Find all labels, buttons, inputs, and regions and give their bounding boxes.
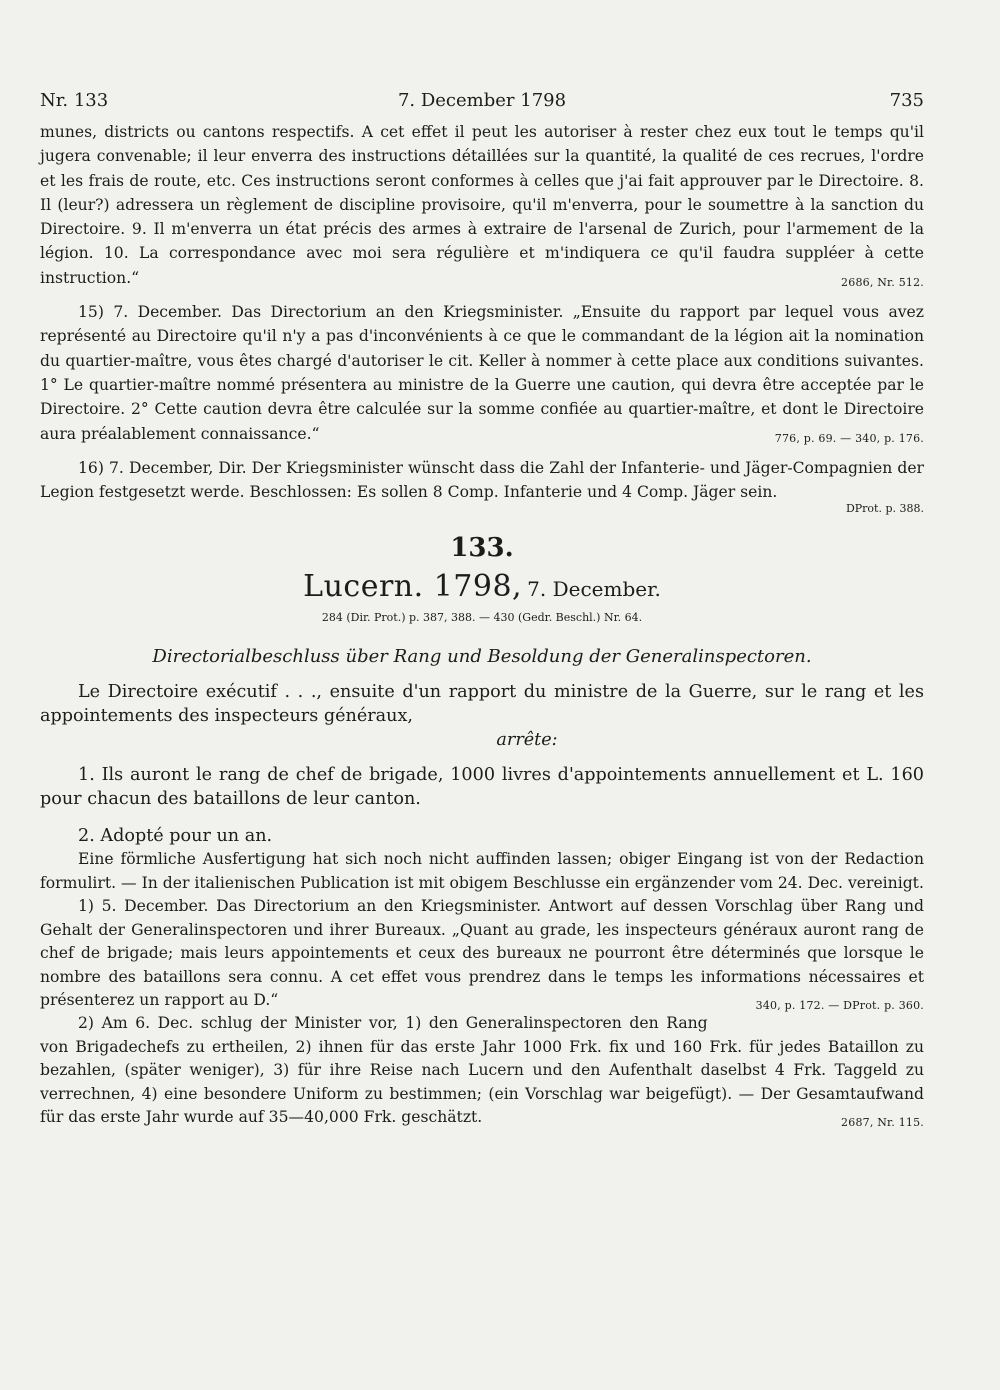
note-text: 16) 7. December, Dir. Der Kriegsminister wünscht dass die Zahl der Infanterie- und Jäger-Compagnien der Legion festgesetzt werde. Beschlossen: Es sollen 8 Comp. Infanterie und 4 Comp. Jäger sein. bbox=[40, 458, 924, 502]
date-header: 7. December 1798 bbox=[397, 90, 567, 111]
note-15 bbox=[40, 300, 924, 446]
document-number: 133. bbox=[450, 533, 514, 564]
article-1: 1. Ils auront le rang de chef de brigade, 1000 livres d'appointements annuellement et L. 160 pour chacun des bataillons de leur canton. bbox=[40, 765, 924, 809]
note-reference: 776, p. 69. — 340, p. 176. bbox=[774, 431, 924, 445]
document-sources: 284 (Dir. Prot.) p. 387, 388. — 430 (Gedr. Beschl.) Nr. 64. bbox=[321, 611, 643, 625]
note-16 bbox=[40, 456, 924, 505]
preamble: Le Directoire exécutif . . ., ensuite d'un rapport du ministre de la Guerre, sur le rang et les appointements des inspecteurs généraux, bbox=[40, 682, 924, 726]
article-2: 2. Adopté pour un an. bbox=[78, 826, 273, 847]
book-page bbox=[40, 90, 924, 1134]
footnote-1 bbox=[40, 895, 924, 1012]
editorial-note: Eine förmliche Ausfertigung hat sich noch nicht auffinden lassen; obiger Eingang ist von der Redaction formulirt. — In der italienischen Publication ist mit obigem Beschlusse ein ergänzender vom 24. Dec. vereinigt. bbox=[40, 850, 924, 892]
note-text: 15) 7. December. Das Directorium an den Kriegsminister. „Ensuite du rapport par lequel vous avez représenté au Directoire qu'il n'y a pas d'inconvénients à ce que le commandant de la légion ait la nomination du quartier-maître, vous êtes chargé d'autoriser le cit. Keller à nommer à cette place aux conditions suivantes. 1° Le quartier-maître nommé présentera au ministre de la Guerre une caution, qui devra être acceptée par le Directoire. 2° Cette caution devra être calculée sur la somme confiée au quartier-maître, et dont le Directoire aura préalablement connaissance.“ bbox=[40, 303, 924, 443]
continued-note bbox=[40, 120, 924, 290]
footnote-text: 1) 5. December. Das Directorium an den Kriegsminister. Antwort auf dessen Vorschlag über Rang und Gehalt der Generalinspectoren und ihrer Bureaux. „Quant au grade, les inspecteurs généraux auront rang de chef de brigade; mais leurs appointements et ceux des bureaux ne pourront être déterminés que lorsque le nombre des bataillons sera connu. A cet effet vous prendrez dans le temps les informations nécessaires et présenterez un rapport au D.“ bbox=[40, 897, 924, 1009]
footnote-text: 2) Am 6. Dec. schlug der Minister vor, 1) den Generalinspectoren den Rang von Brigadechefs zu ertheilen, 2) ihnen für das erste Jahr 1000 Frk. fix und 160 Frk. für jedes Bataillon zu bezahlen, (später weniger), 3) für ihre Reise nach Lucern und den Aufenthalt daselbst 4 Frk. Taggeld zu verrechnen, 4) eine besondere Uniform zu bestimmen; (ein Vorschlag war beigefügt). — Der Gesamtaufwand für das erste Jahr wurde auf 35—40,000 Frk. geschätzt. bbox=[40, 1014, 924, 1126]
footnote-reference: 2687, Nr. 115. bbox=[841, 1115, 924, 1129]
page-number: 735 bbox=[889, 90, 924, 111]
arrete-heading: arrête: bbox=[496, 730, 558, 751]
document-place-year: Lucern. 1798, bbox=[303, 569, 523, 605]
note-reference: DProt. p. 388. bbox=[845, 502, 924, 516]
footnote-reference: 340, p. 172. — DProt. p. 360. bbox=[755, 998, 924, 1012]
document-number-header: Nr. 133 bbox=[40, 90, 109, 111]
document-date: 7. December. bbox=[527, 577, 661, 602]
document-heading bbox=[40, 567, 924, 611]
document-title: Directorialbeschluss über Rang und Besoldung der Generalinspectoren. bbox=[152, 646, 812, 668]
note-text: munes, districts ou cantons respectifs. A cet effet il peut les autoriser à rester chez eux tout le temps qu'il jugera convenable; il leur enverra des instructions détaillées sur la quantité, la qualité de ces recrues, l'ordre et les frais de route, etc. Ces instructions seront conformes à celles que j'ai fait approuver par le Directoire. 8. Il (leur?) adressera un règlement de discipline provisoire, qu'il m'enverra, pour le soumettre à la sanction du Directoire. 9. Il m'enverra un état précis des armes à extraire de l'arsenal de Zurich, pour l'armement de la légion. 10. La correspondance avec moi sera régulière et m'indiquera ce qu'il faudra suppléer à cette instruction.“ bbox=[40, 123, 924, 287]
footnote-2 bbox=[40, 1012, 924, 1129]
note-reference: 2686, Nr. 512. bbox=[841, 275, 924, 289]
running-head bbox=[40, 90, 924, 120]
